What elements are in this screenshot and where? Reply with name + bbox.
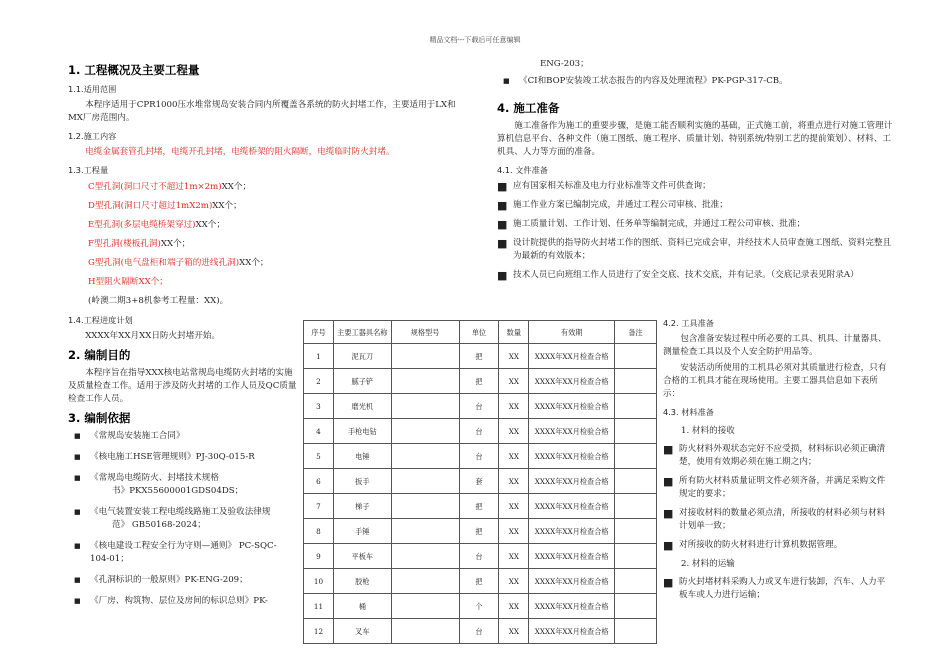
table-row	[304, 594, 657, 619]
page-header: 精品文档---下载后可任意编辑	[429, 36, 521, 44]
table-row	[304, 394, 657, 419]
table-cell: XX	[499, 344, 529, 369]
table-cell: XXXX年XX月检查合格	[529, 344, 615, 369]
document-text: 施工质量计划、工作计划、任务单等编制完成，并通过工程公司审核、批准；	[513, 219, 806, 229]
transport-item	[663, 576, 893, 602]
table-cell: 电锤	[333, 444, 391, 469]
table-cell	[615, 444, 657, 469]
quantity-type: F型孔洞(楼板孔洞)	[88, 239, 161, 249]
table-cell: 2	[304, 369, 334, 394]
basis-line-cont: 书》PKX55600001GDS04DS；	[112, 486, 244, 496]
table-cell: XX	[499, 619, 529, 644]
document-item	[497, 218, 895, 231]
document-item	[497, 180, 895, 193]
table-cell: XX	[499, 494, 529, 519]
table-cell: XXXX年XX月检查合格	[529, 594, 615, 619]
table-cell: XXXX年XX月检查合格	[529, 494, 615, 519]
schedule-text: XXXX年XX月XX日防火封堵开始。	[85, 331, 221, 341]
table-row	[304, 419, 657, 444]
table-cell	[615, 419, 657, 444]
table-row	[304, 544, 657, 569]
table-cell: 磨光机	[333, 394, 391, 419]
table-cell: 泥瓦刀	[333, 344, 391, 369]
checkbox-square-icon: ■	[663, 539, 674, 552]
material-transport-heading: 2. 材料的运输	[681, 559, 735, 569]
table-cell: 台	[459, 419, 499, 444]
table-cell: XXXX年XX月检查合格	[529, 619, 615, 644]
table-cell	[615, 469, 657, 494]
purpose-text: 本程序旨在指导XXX核电站常规岛电缆防火封堵的实施及质量检查工作。适用于涉及防火封堵的工作人员及QC质量检查工作人员。	[68, 368, 297, 404]
table-cell: XXXX年XX月检验合格	[529, 394, 615, 419]
table-cell: 叉车	[333, 619, 391, 644]
section-3-heading: 3. 编制依据	[68, 411, 131, 425]
material-item	[663, 443, 893, 469]
header-cell: 有效期	[529, 321, 615, 344]
transport-text: 防火封堵材料采购人力或叉车进行装卸，汽车、人力平板车或人力进行运输；	[679, 577, 886, 600]
table-cell: 11	[304, 594, 334, 619]
section-1-heading: 1. 工程概况及主要工程量	[68, 63, 200, 77]
basis-line: 《常规岛电缆防火、封堵技术规格	[90, 473, 219, 483]
table-cell: 12	[304, 619, 334, 644]
preparation-text: 施工准备作为施工的重要步骤，是施工能否顺利实施的基础，正式施工前，将重点进行对施工管理计算机信息平台、各种文件（施工图纸、施工程序、质量计划、特别系统/特别工艺的提前策划）、材料、工机具、人力等方面的准备。	[497, 121, 893, 157]
checkbox-square-icon: ■	[497, 269, 508, 282]
table-row	[304, 519, 657, 544]
basis-line-cont: 104-01；	[90, 554, 129, 564]
table-cell: 9	[304, 544, 334, 569]
table-cell	[391, 444, 459, 469]
material-item	[663, 507, 893, 533]
checkbox-square-icon: ■	[663, 576, 674, 589]
table-cell	[391, 519, 459, 544]
table-cell	[615, 494, 657, 519]
square-bullet-icon: ■	[74, 542, 81, 550]
table-cell	[615, 619, 657, 644]
table-cell	[391, 344, 459, 369]
quantity-note: (岭澳二期3+8机参考工程量：XX)。	[88, 296, 229, 306]
table-cell: 7	[304, 494, 334, 519]
table-cell: 梯子	[333, 494, 391, 519]
checkbox-square-icon: ■	[497, 180, 508, 193]
table-cell: XXXX年XX月检验合格	[529, 444, 615, 469]
table-cell	[391, 369, 459, 394]
table-cell: 台	[459, 394, 499, 419]
document-item	[497, 237, 895, 263]
quantity-type: D型孔洞(洞口尺寸超过1mX2m)	[88, 201, 213, 211]
document-item	[497, 199, 895, 212]
document-text: 设计院提供的指导防火封堵工作的图纸、资料已完成会审，并经技术人员审查施工图纸、资料完整且为最新的有效版本；	[513, 238, 892, 261]
table-cell	[615, 544, 657, 569]
table-cell: XX	[499, 519, 529, 544]
quantity-value: XX个；	[160, 239, 191, 249]
table-row	[304, 569, 657, 594]
right-column	[497, 96, 895, 288]
table-cell: 手锤	[333, 519, 391, 544]
table-row	[304, 494, 657, 519]
checkbox-square-icon: ■	[663, 507, 674, 520]
quantity-value: XX个；	[221, 182, 252, 192]
quantity-type: C型孔洞(洞口尺寸不超过1m×2m)	[88, 182, 222, 192]
header-cell: 备注	[615, 321, 657, 344]
square-bullet-icon: ■	[503, 77, 510, 85]
header-cell: 单位	[459, 321, 499, 344]
material-text: 所有防火材料质量证明文件必须齐备，并满足采购文件规定的要求；	[679, 476, 886, 499]
right-bottom-column	[663, 312, 893, 608]
tools-text: 安装活动所使用的工机具必须对其质量进行检查，只有合格的工机具才能在现场使用。主要工器具信息如下表所示：	[663, 363, 887, 399]
checkbox-square-icon: ■	[497, 199, 508, 212]
table-cell	[391, 569, 459, 594]
table-cell	[615, 519, 657, 544]
material-text: 对所接收的防火材料进行计算机数据管理。	[679, 540, 843, 550]
section-1-1-heading: 1.1.适用范围	[68, 84, 117, 94]
table-cell: XX	[499, 419, 529, 444]
table-cell	[391, 469, 459, 494]
table-cell: 桶	[333, 594, 391, 619]
document-text: 施工作业方案已编制完成，并通过工程公司审核、批准；	[513, 200, 728, 210]
table-cell	[615, 344, 657, 369]
section-1-3-heading: 1.3.工程量	[68, 165, 109, 175]
basis-item	[68, 540, 300, 566]
table-cell	[391, 394, 459, 419]
material-item	[663, 475, 893, 501]
table-cell: 胶枪	[333, 569, 391, 594]
table-cell: XXXX年XX月检查合格	[529, 369, 615, 394]
tools-text: 包含准备安装过程中所必要的工具、机具、计量器具、测量检查工具以及个人安全防护用品等。	[663, 334, 887, 357]
square-bullet-icon: ■	[74, 508, 81, 516]
checkbox-square-icon: ■	[663, 475, 674, 488]
section-1-4-heading: 1.4.工程进度计划	[68, 315, 133, 325]
table-cell: XX	[499, 594, 529, 619]
basis-line: 《CI和BOP安装竣工状态报告的内容及处理流程》PK-PGP-317-CB。	[519, 76, 788, 86]
basis-line-cont: 范》 GB50168-2024；	[112, 520, 206, 530]
quantity-value: XX个；	[195, 220, 225, 230]
quantity-item	[68, 219, 300, 232]
checkbox-square-icon: ■	[663, 443, 674, 456]
header-cell: 数量	[499, 321, 529, 344]
section-4-2-heading: 4.2. 工具准备	[663, 318, 714, 328]
material-text: 对接收材料的数量必须点清，所接收的材料必须与材料计划单一致；	[679, 508, 886, 531]
table-cell: 平板车	[333, 544, 391, 569]
square-bullet-icon: ■	[74, 576, 81, 584]
table-cell: XXXX年XX月检查合格	[529, 469, 615, 494]
table-row	[304, 369, 657, 394]
table-cell: 4	[304, 419, 334, 444]
basis-item	[68, 506, 300, 532]
table-cell: XX	[499, 544, 529, 569]
document-text: 应有国家相关标准及电力行业标准等文件可供查询；	[513, 181, 711, 191]
table-cell	[391, 419, 459, 444]
table-cell: 腻子铲	[333, 369, 391, 394]
table-cell: 把	[459, 494, 499, 519]
table-cell: XX	[499, 444, 529, 469]
table-cell	[615, 569, 657, 594]
checkbox-square-icon: ■	[497, 237, 508, 250]
table-cell	[391, 594, 459, 619]
material-item	[663, 539, 893, 552]
quantity-item	[68, 276, 300, 289]
basis-line: 《厂房、构筑物、层位及房间的标识总则》PK-	[90, 596, 268, 606]
square-bullet-icon: ■	[74, 432, 81, 440]
document-text: 技术人员已向班组工作人员进行了安全交底、技术交底，并有记录。（交底记录表见附录A）	[513, 270, 859, 280]
section-4-3-heading: 4.3. 材料准备	[663, 407, 714, 417]
scope-text: 本程序适用于CPR1000压水堆常规岛安装合同内所覆盖各系统的防火封堵工作，主要适用于LX和MX厂房范围内。	[68, 100, 456, 123]
basis-line: 《孔洞标识的一般原则》PK-ENG-209；	[90, 575, 248, 585]
table-cell: 3	[304, 394, 334, 419]
table-cell: XX	[499, 469, 529, 494]
square-bullet-icon: ■	[74, 597, 81, 605]
section-4-heading: 4. 施工准备	[497, 101, 560, 115]
basis-item	[68, 574, 300, 587]
material-text: 防火材料外观状态完好不应受损，材料标识必须正确清楚，使用有效期必须在施工期之内；	[679, 444, 886, 467]
square-bullet-icon: ■	[74, 453, 81, 461]
table-cell: 6	[304, 469, 334, 494]
table-cell: XX	[499, 369, 529, 394]
table-cell: XX	[499, 569, 529, 594]
table-row	[304, 344, 657, 369]
table-cell	[615, 369, 657, 394]
table-cell: XXXX年XX月检查合格	[529, 544, 615, 569]
quantity-value: XX个；	[239, 258, 269, 268]
quantity-type: E型孔洞(多层电缆桥架穿过)	[88, 220, 196, 230]
header-cell: 主要工器具名称	[333, 321, 391, 344]
tools-table	[303, 320, 657, 644]
table-header-row	[304, 321, 657, 344]
quantity-type: G型孔洞(电气盘柜和端子箱的进线孔洞)	[88, 258, 240, 268]
basis-line: 《常规岛安装施工合同》	[90, 431, 185, 441]
basis-item	[68, 430, 300, 443]
content-text: 电缆金属套管孔封堵，电缆开孔封堵，电缆桥架的阻火隔断，电缆临时防火封堵。	[85, 147, 395, 157]
checkbox-square-icon: ■	[497, 218, 508, 231]
table-cell: 5	[304, 444, 334, 469]
header-cell: 序号	[304, 321, 334, 344]
table-cell: 手枪电钻	[333, 419, 391, 444]
table-cell	[391, 494, 459, 519]
document-item	[497, 269, 895, 282]
section-1-2-heading: 1.2.施工内容	[68, 131, 117, 141]
basis-item	[68, 472, 300, 498]
table-cell	[391, 544, 459, 569]
table-cell: 台	[459, 444, 499, 469]
quantity-value: XX个；	[212, 201, 242, 211]
basis-continuation: ENG-203；	[540, 59, 589, 69]
table-row	[304, 469, 657, 494]
table-row	[304, 619, 657, 644]
quantity-type: H型阻火隔断XX个；	[88, 277, 168, 287]
quantity-item	[68, 200, 300, 213]
basis-line: 《核电施工HSE管理规则》PJ-30Q-015-R	[90, 452, 255, 462]
table-cell	[615, 394, 657, 419]
material-receive-heading: 1. 材料的接收	[681, 426, 735, 436]
table-cell: 扳手	[333, 469, 391, 494]
quantity-item	[68, 257, 300, 270]
quantity-item	[68, 181, 300, 194]
table-cell: 台	[459, 544, 499, 569]
table-cell: 个	[459, 594, 499, 619]
basis-line: 《电气装置安装工程电缆线路施工及验收法律规	[90, 507, 271, 517]
basis-item	[68, 595, 300, 608]
table-cell	[391, 619, 459, 644]
table-cell: XXXX年XX月检查合格	[529, 519, 615, 544]
table-cell: 10	[304, 569, 334, 594]
table-cell: 台	[459, 619, 499, 644]
table-cell: 把	[459, 569, 499, 594]
section-4-1-heading: 4.1. 文件准备	[497, 165, 548, 175]
table-cell: XXXX年XX月检查合格	[529, 569, 615, 594]
table-row	[304, 444, 657, 469]
basis-item	[497, 75, 917, 88]
table-cell: 8	[304, 519, 334, 544]
quantity-item	[68, 238, 300, 251]
table-cell: 把	[459, 519, 499, 544]
table-cell: XX	[499, 394, 529, 419]
header-cell: 规格型号	[391, 321, 459, 344]
square-bullet-icon: ■	[74, 474, 81, 482]
table-cell	[615, 594, 657, 619]
table-cell: 把	[459, 344, 499, 369]
basis-item	[68, 451, 300, 464]
table-cell: XXXX年XX月检验合格	[529, 419, 615, 444]
basis-line: 《核电建设工程安全行为守则—通则》 PC-SQC-	[90, 541, 277, 551]
section-2-heading: 2. 编制目的	[68, 348, 131, 362]
table-cell: 把	[459, 369, 499, 394]
table-cell: 套	[459, 469, 499, 494]
table-cell: 1	[304, 344, 334, 369]
